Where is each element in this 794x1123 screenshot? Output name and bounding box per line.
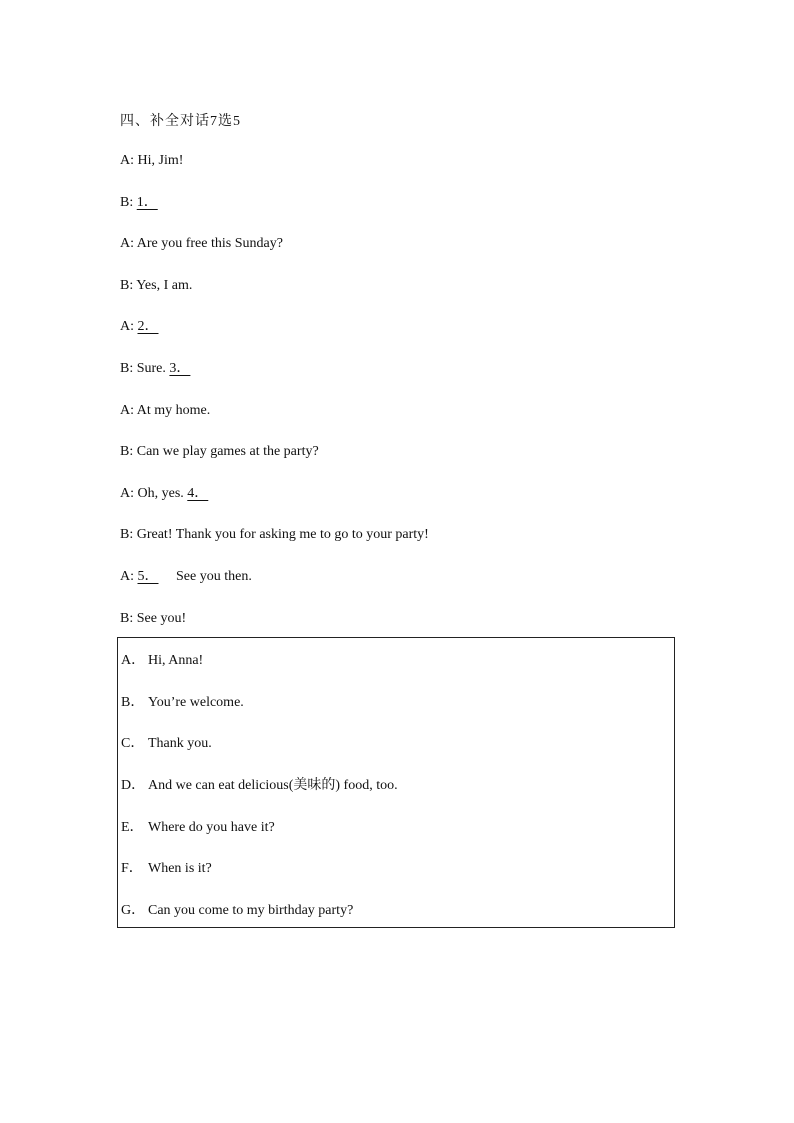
speaker: B:: [120, 527, 134, 542]
option-d: [121, 777, 398, 795]
option-letter: E．: [121, 820, 144, 835]
option-g: [121, 902, 353, 920]
option-letter: F．: [121, 861, 143, 876]
dialogue-line-11: [120, 568, 252, 586]
dialogue-line-7: [120, 402, 210, 420]
dialogue-line-10: [120, 526, 429, 544]
dialogue-text: Great! Thank you for asking me to go to your party!: [136, 527, 429, 542]
option-letter: A．: [121, 653, 146, 668]
option-c: [121, 735, 212, 753]
dialogue-line-5: [120, 318, 165, 336]
section-title: 四、补全对话7选5: [120, 114, 241, 129]
dialogue-text: Can we play games at the party?: [136, 444, 319, 459]
dialogue-text: Are you free this Sunday?: [136, 236, 283, 251]
dialogue-line-2: [120, 194, 164, 212]
dialogue-text: See you then.: [176, 569, 252, 584]
speaker: A:: [120, 319, 134, 334]
option-a: [121, 652, 203, 670]
speaker: A:: [120, 569, 134, 584]
dialogue-line-3: [120, 235, 283, 253]
option-text: And we can eat delicious(美味的) food, too.: [148, 778, 398, 793]
speaker: B:: [120, 611, 134, 626]
dialogue-line-9: [120, 485, 214, 503]
dialogue-text: Yes, I am.: [136, 278, 193, 293]
speaker: A:: [120, 153, 134, 168]
option-text: Thank you.: [148, 736, 212, 751]
speaker: A:: [120, 486, 134, 501]
answer-blank-1: 1．: [136, 195, 158, 210]
option-text: Hi, Anna!: [148, 653, 204, 668]
speaker: B:: [120, 444, 134, 459]
answer-blank-4: 4．: [187, 486, 209, 501]
speaker: A:: [120, 403, 134, 418]
dialogue-text: At my home.: [136, 403, 211, 418]
dialogue-line-1: [120, 152, 183, 170]
option-letter: G．: [121, 903, 146, 918]
option-text: You’re welcome.: [148, 695, 244, 710]
option-f: [121, 860, 212, 878]
dialogue-text: Oh, yes.: [137, 486, 184, 501]
dialogue-text: See you!: [136, 611, 187, 626]
dialogue-line-12: [120, 610, 186, 628]
option-letter: C．: [121, 736, 145, 751]
option-e: [121, 819, 275, 837]
dialogue-line-6: [120, 360, 196, 378]
option-b: [121, 694, 244, 712]
option-letter: D．: [121, 778, 146, 793]
option-text: When is it?: [148, 861, 212, 876]
speaker: B:: [120, 195, 134, 210]
options-box: [117, 637, 675, 928]
dialogue-line-4: [120, 277, 192, 295]
dialogue-text: Hi, Jim!: [137, 153, 184, 168]
speaker: B:: [120, 278, 134, 293]
option-letter: B．: [121, 695, 145, 710]
speaker: A:: [120, 236, 134, 251]
answer-blank-5: 5．: [137, 569, 159, 584]
dialogue-line-8: [120, 443, 319, 461]
speaker: B:: [120, 361, 134, 376]
option-text: Can you come to my birthday party?: [148, 903, 354, 918]
option-text: Where do you have it?: [148, 820, 275, 835]
answer-blank-2: 2．: [137, 319, 159, 334]
dialogue-text: Sure.: [136, 361, 166, 376]
answer-blank-3: 3．: [169, 361, 191, 376]
